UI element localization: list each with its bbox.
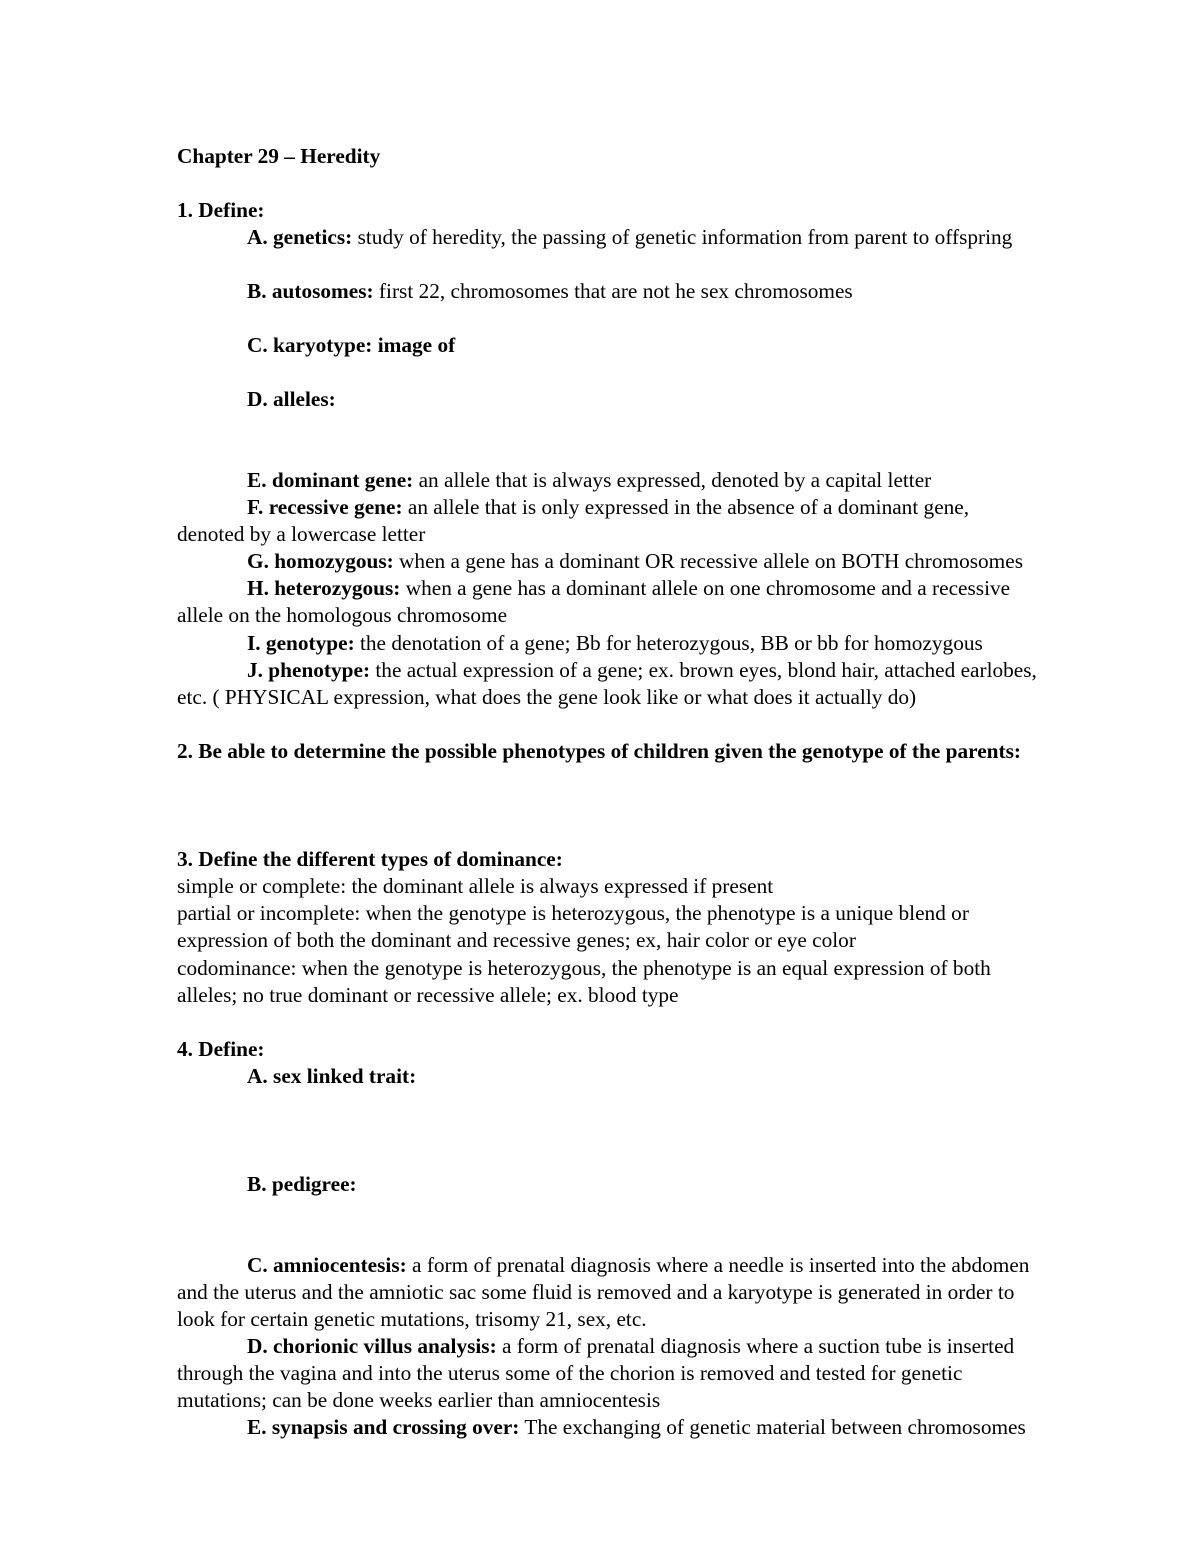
q3-line: simple or complete: the dominant allele is always expressed if present bbox=[177, 874, 774, 898]
q1-item-phenotype-cont: etc. ( PHYSICAL expression, what does the gene look like or what does it actually do) bbox=[177, 685, 917, 709]
q4-heading: 4. Define: bbox=[177, 1037, 265, 1061]
q4-item-chorionic-villus: D. chorionic villus analysis: a form of prenatal diagnosis where a suction tube is inserted bbox=[247, 1334, 1015, 1358]
q4-item-amniocentesis: C. amniocentesis: a form of prenatal diagnosis where a needle is inserted into the abdomen bbox=[247, 1253, 1030, 1277]
q1-item-heterozygous: H. heterozygous: when a gene has a dominant allele on one chromosome and a recessive bbox=[247, 576, 1011, 600]
q1-item-homozygous: G. homozygous: when a gene has a dominant OR recessive allele on BOTH chromosomes bbox=[247, 549, 1023, 573]
q3-line: partial or incomplete: when the genotype is heterozygous, the phenotype is a unique blend or bbox=[177, 901, 969, 925]
q2-heading: 2. Be able to determine the possible phenotypes of children given the genotype of the parents: bbox=[177, 739, 1021, 763]
q1-item-autosomes: B. autosomes: first 22, chromosomes that are not he sex chromosomes bbox=[247, 279, 853, 303]
q1-item-recessive-gene-cont: denoted by a lowercase letter bbox=[177, 522, 426, 546]
q3-line: expression of both the dominant and recessive genes; ex, hair color or eye color bbox=[177, 928, 856, 952]
q1-item-dominant-gene: E. dominant gene: an allele that is always expressed, denoted by a capital letter bbox=[247, 468, 932, 492]
q4-item-pedigree: B. pedigree: bbox=[247, 1172, 357, 1196]
q1-item-genotype: I. genotype: the denotation of a gene; Bb for heterozygous, BB or bb for homozygous bbox=[247, 631, 983, 655]
q1-heading: 1. Define: bbox=[177, 198, 265, 222]
q1-item-alleles: D. alleles: bbox=[247, 387, 336, 411]
q4-item-chorionic-villus-cont: mutations; can be done weeks earlier than amniocentesis bbox=[177, 1388, 661, 1412]
q3-line: codominance: when the genotype is heterozygous, the phenotype is an equal expression of both bbox=[177, 956, 991, 980]
q4-item-sex-linked-trait: A. sex linked trait: bbox=[247, 1064, 417, 1088]
q3-heading: 3. Define the different types of dominance: bbox=[177, 847, 563, 871]
q1-item-genetics: A. genetics: study of heredity, the passing of genetic information from parent to offspring bbox=[247, 225, 1013, 249]
q4-item-amniocentesis-cont: look for certain genetic mutations, trisomy 21, sex, etc. bbox=[177, 1307, 647, 1331]
q4-item-synapsis: E. synapsis and crossing over: The exchanging of genetic material between chromosomes bbox=[247, 1415, 1026, 1439]
q4-item-chorionic-villus-cont: through the vagina and into the uterus some of the chorion is removed and tested for genetic bbox=[177, 1361, 963, 1385]
q3-line: alleles; no true dominant or recessive allele; ex. blood type bbox=[177, 983, 679, 1007]
page-title: Chapter 29 – Heredity bbox=[177, 144, 381, 168]
q1-item-karyotype: C. karyotype: image of bbox=[247, 333, 456, 357]
q1-item-recessive-gene: F. recessive gene: an allele that is only expressed in the absence of a dominant gene, bbox=[247, 495, 970, 519]
q1-item-heterozygous-cont: allele on the homologous chromosome bbox=[177, 603, 508, 627]
q4-item-amniocentesis-cont: and the uterus and the amniotic sac some fluid is removed and a karyotype is generated in order to bbox=[177, 1280, 1015, 1304]
q1-item-phenotype: J. phenotype: the actual expression of a gene; ex. brown eyes, blond hair, attached earlobes, bbox=[247, 658, 1037, 682]
